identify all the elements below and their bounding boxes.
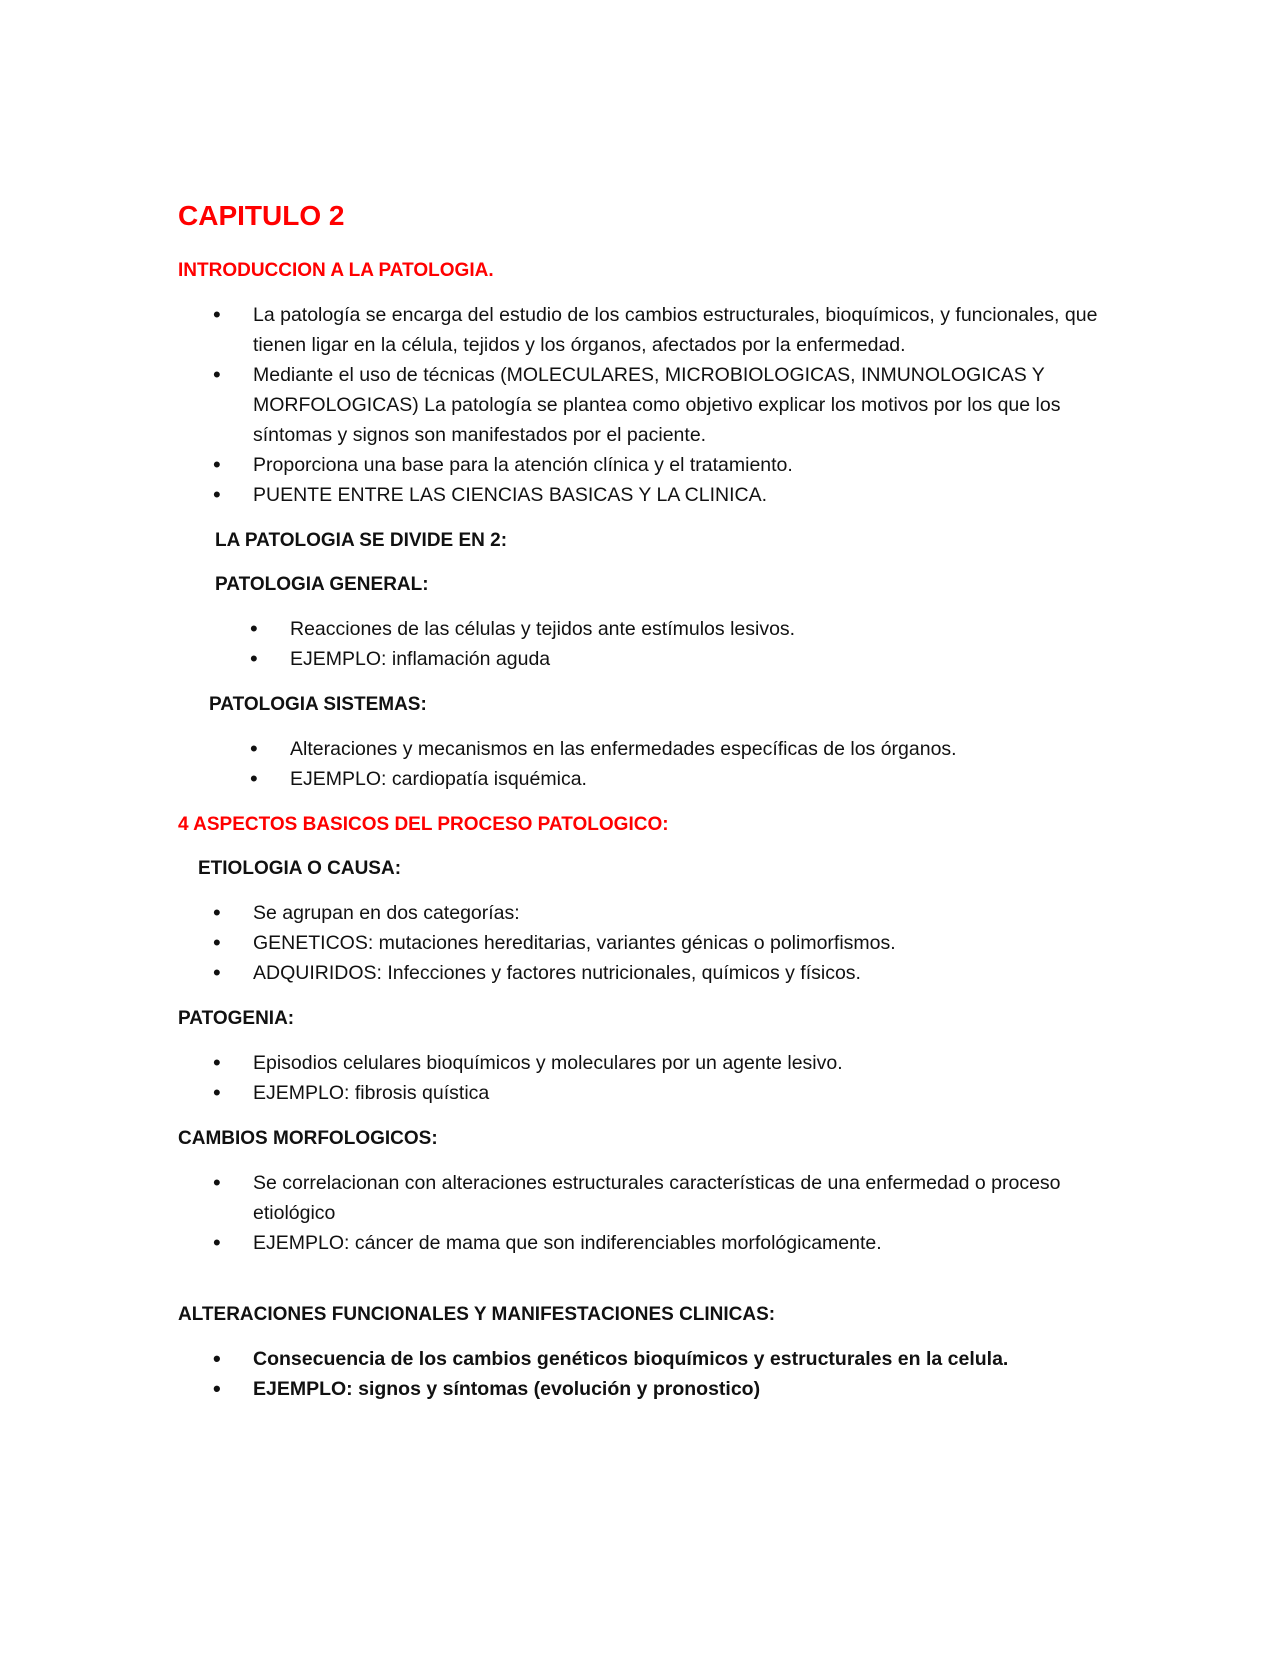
functional-alterations-list [178, 1344, 1098, 1404]
list-item: • Proporciona una base para la atención clínica y el tratamiento. [178, 450, 1098, 480]
general-pathology-title: PATOLOGIA GENERAL: [215, 574, 429, 595]
morphological-changes-list [178, 1168, 1098, 1258]
functional-alterations-title: ALTERACIONES FUNCIONALES Y MANIFESTACIONES CLINICAS: [178, 1304, 776, 1325]
list-item: • Mediante el uso de técnicas (MOLECULARES, MICROBIOLOGICAS, INMUNOLOGICAS Y MORFOLOGICAS) La patología se plantea como objetivo explicar los motivos por los que los síntomas y signos son manifestados por el paciente. [178, 360, 1098, 450]
section-title-aspects: 4 ASPECTOS BASICOS DEL PROCESO PATOLOGICO: [178, 814, 669, 835]
list-item: • Se correlacionan con alteraciones estructurales características de una enfermedad o proceso etiológico [178, 1168, 1098, 1228]
list-item: • Consecuencia de los cambios genéticos bioquímicos y estructurales en la celula. [178, 1344, 1098, 1374]
division-title: LA PATOLOGIA SE DIVIDE EN 2: [215, 530, 508, 551]
list-item: • Episodios celulares bioquímicos y moleculares por un agente lesivo. [178, 1048, 1098, 1078]
list-item: • Reacciones de las células y tejidos ante estímulos lesivos. [178, 614, 1098, 644]
chapter-title: CAPITULO 2 [178, 200, 345, 231]
pathogenesis-list [178, 1048, 1098, 1108]
list-item: • EJEMPLO: cáncer de mama que son indiferenciables morfológicamente. [178, 1228, 1098, 1258]
list-item: • Se agrupan en dos categorías: [178, 898, 1098, 928]
systems-pathology-title: PATOLOGIA SISTEMAS: [209, 694, 427, 715]
list-item: • EJEMPLO: cardiopatía isquémica. [178, 764, 1098, 794]
list-item: • La patología se encarga del estudio de los cambios estructurales, bioquímicos, y funcionales, que tienen ligar en la célula, tejidos y los órganos, afectados por la enfermedad. [178, 300, 1098, 360]
intro-bullet-list [178, 300, 1098, 510]
general-pathology-list [178, 614, 1098, 674]
spacer [178, 1274, 1098, 1300]
list-item: • EJEMPLO: signos y síntomas (evolución y pronostico) [178, 1374, 1098, 1404]
etiology-list [178, 898, 1098, 988]
etiology-title: ETIOLOGIA O CAUSA: [198, 858, 402, 879]
list-item: • EJEMPLO: inflamación aguda [178, 644, 1098, 674]
systems-pathology-list [178, 734, 1098, 794]
list-item: • EJEMPLO: fibrosis quística [178, 1078, 1098, 1108]
list-item: • Alteraciones y mecanismos en las enfermedades específicas de los órganos. [178, 734, 1098, 764]
pathogenesis-title: PATOGENIA: [178, 1008, 295, 1029]
document-content [178, 196, 1098, 1420]
morphological-changes-title: CAMBIOS MORFOLOGICOS: [178, 1128, 438, 1149]
list-item: • GENETICOS: mutaciones hereditarias, variantes génicas o polimorfismos. [178, 928, 1098, 958]
list-item: • PUENTE ENTRE LAS CIENCIAS BASICAS Y LA CLINICA. [178, 480, 1098, 510]
section-title-intro: INTRODUCCION A LA PATOLOGIA. [178, 260, 494, 281]
list-item: • ADQUIRIDOS: Infecciones y factores nutricionales, químicos y físicos. [178, 958, 1098, 988]
